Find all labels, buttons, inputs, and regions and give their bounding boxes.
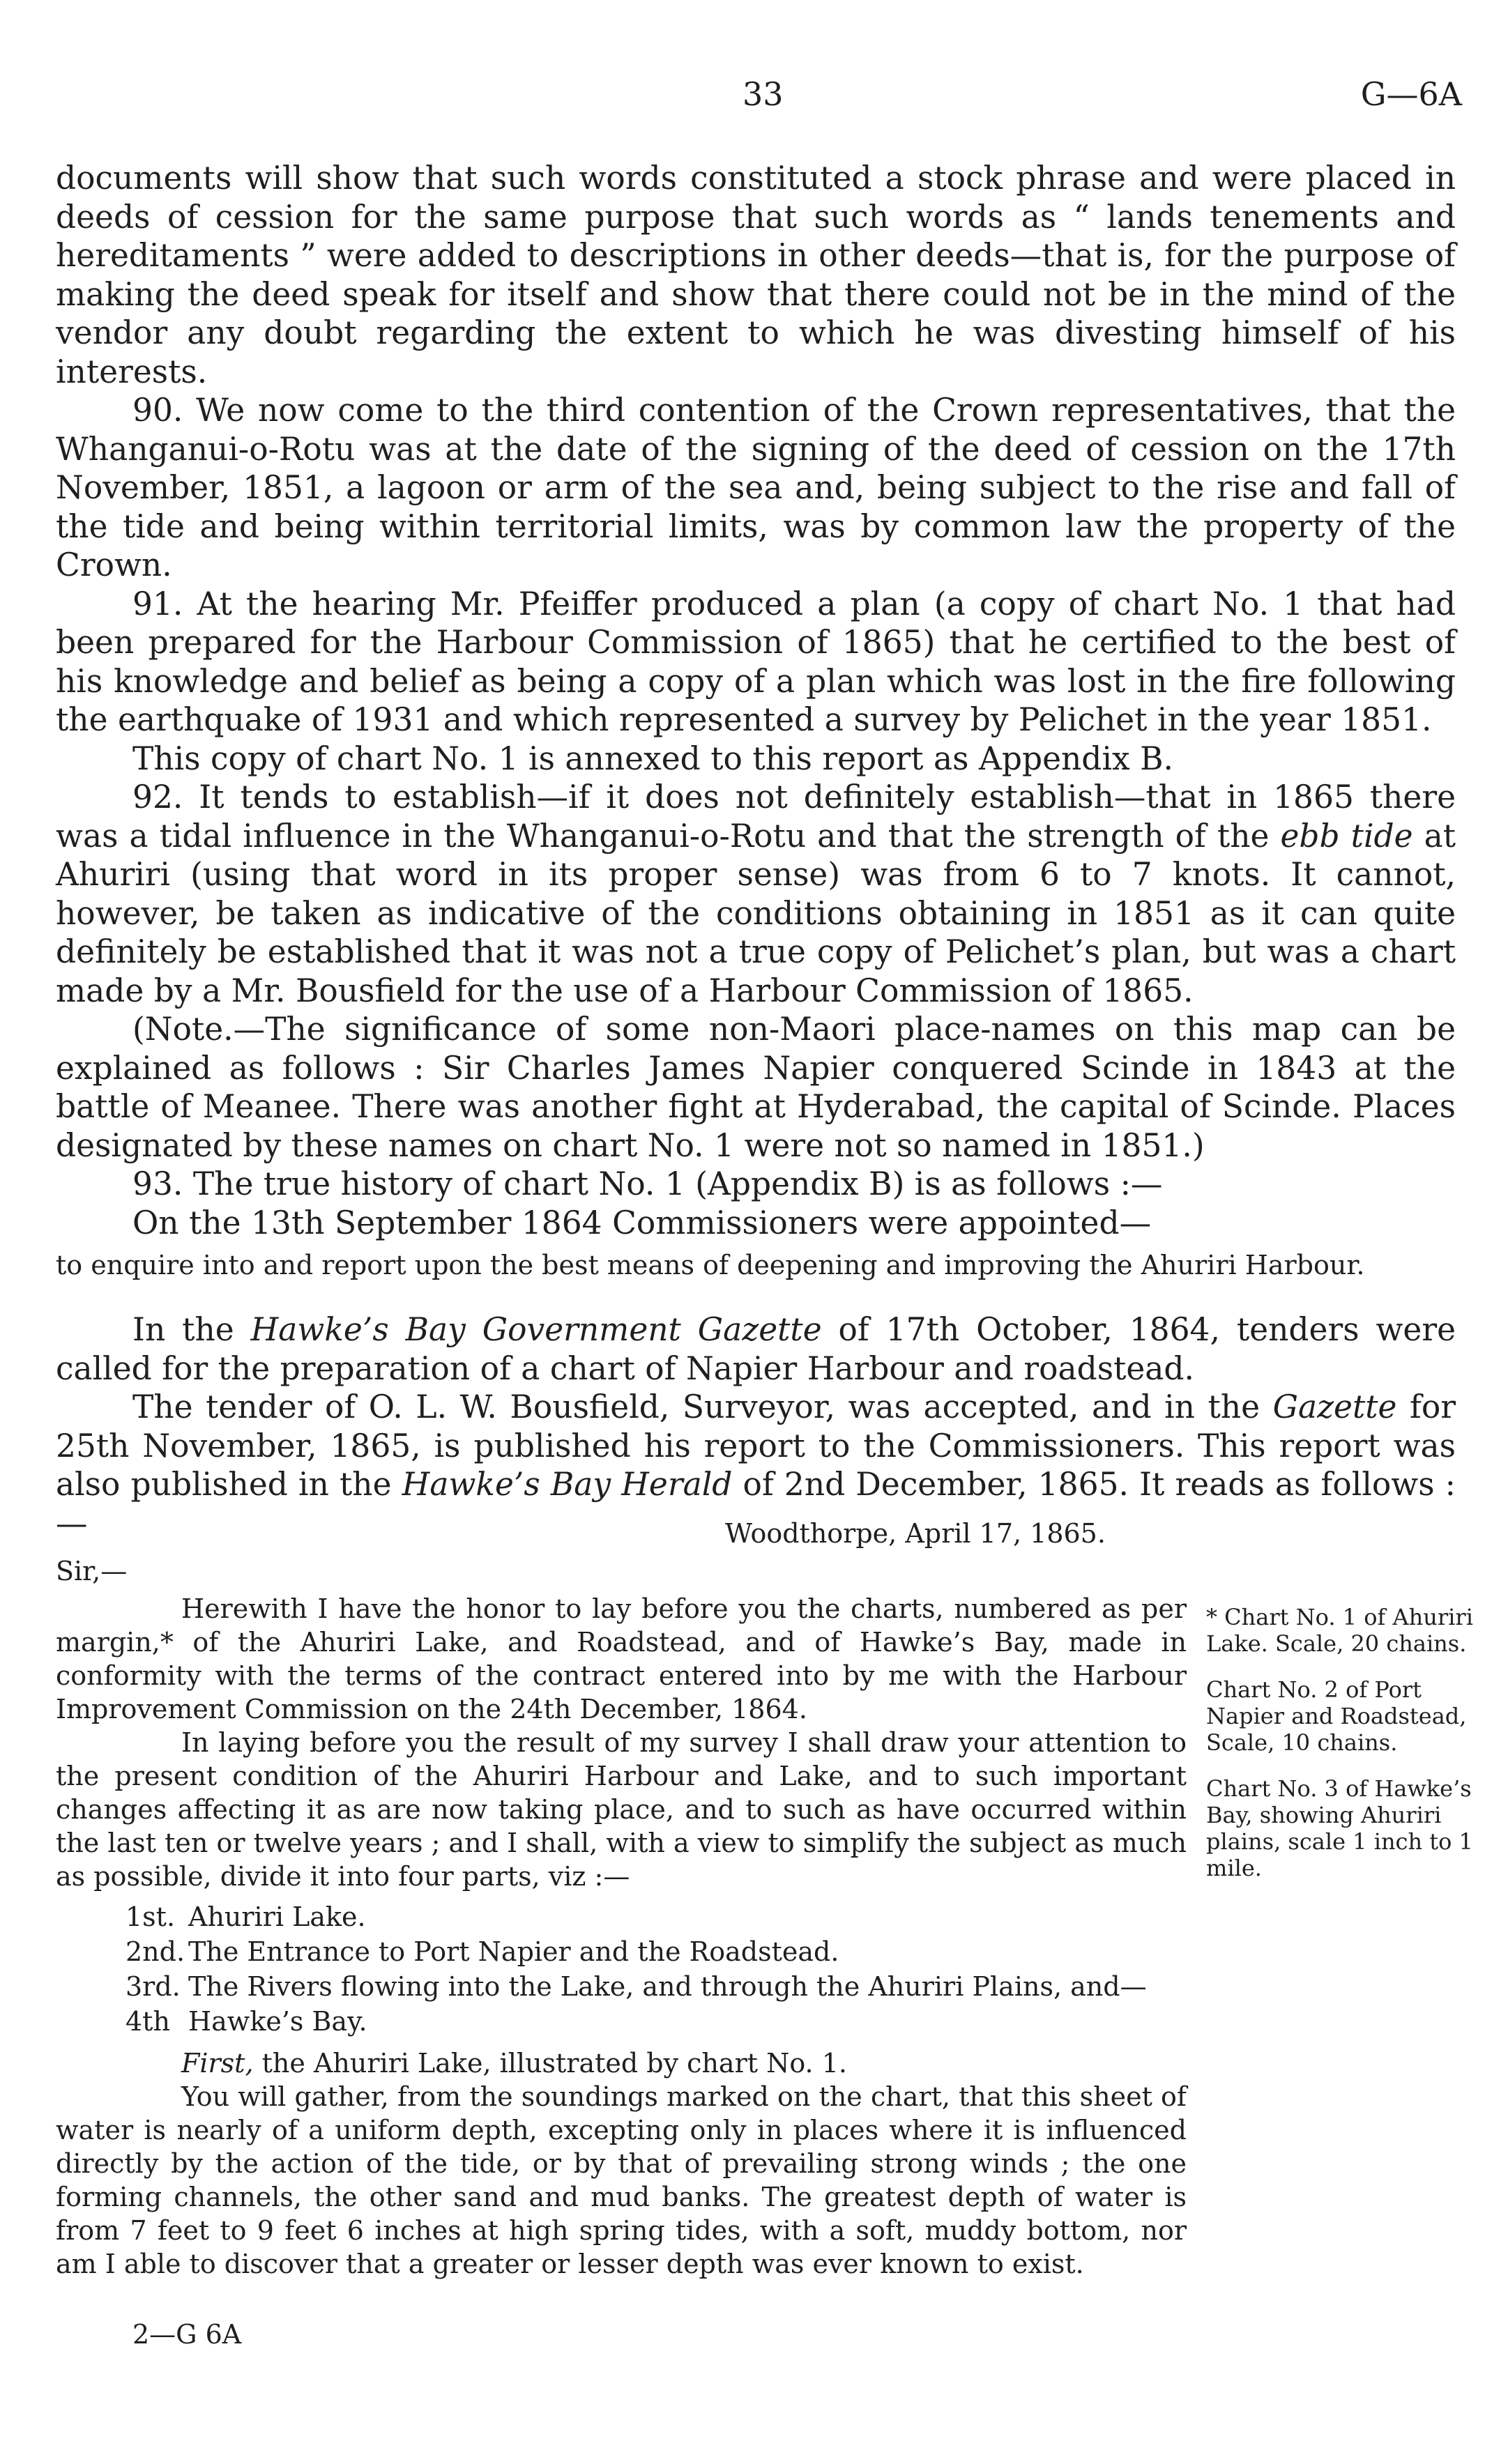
list-item-number: 3rd. — [125, 1971, 181, 2002]
list-item-number: 1st. — [125, 1901, 176, 1932]
gazette-part-a: In the — [132, 1311, 251, 1348]
letter-paragraph-2: In laying before you the result of my survey I shall draw your attention to the present condition of the Ahuriri Harbour and Lake, and to such important changes affecting it as are now taking place, and to such as have occurred within the last ten or twelve years ; and I shall, with a view to simplify the subject as much as possible, divide it into four parts, viz :— — [56, 1727, 1187, 1892]
list-item — [125, 1970, 1187, 2005]
margin-notes — [1206, 1604, 1485, 1901]
paragraph-93: 93. The true history of chart No. 1 (Appendix B) is as follows :— — [132, 1165, 1163, 1202]
list-item — [125, 2005, 1187, 2040]
list-item-text: Hawke’s Bay. — [188, 2006, 367, 2037]
gazette-italic: Gazette — [1272, 1388, 1397, 1425]
paragraph-92 — [56, 778, 1456, 1010]
list-item-text: Ahuriri Lake. — [188, 1901, 366, 1932]
place-names-note: (Note.—The significance of some non-Maori place-names on this map can be explained as follows : Sir Charles James Napier conquered Scinde in 1843 at the battle of Meanee. There was another fight at Hyderabad, the capital of Scinde. Places designated by these names on chart No. 1 were not so named in 1851.) — [56, 1011, 1456, 1164]
margin-note-chart-1: * Chart No. 1 of Ahuriri Lake. Scale, 20 chains. — [1206, 1604, 1473, 1657]
paragraph-gazette — [56, 1310, 1456, 1388]
first-rest: the Ahuriri Lake, illustrated by chart No. 1. — [253, 2048, 847, 2079]
letter-date: Woodthorpe, April 17, 1865. — [725, 1518, 1106, 1549]
margin-note-chart-2: Chart No. 2 of Port Napier and Roadstead, Scale, 10 chains. — [1206, 1676, 1467, 1756]
list-item-number: 2nd. — [125, 1936, 185, 1967]
list-item — [125, 1900, 1187, 1935]
letter-paragraph-3: You will gather, from the soundings marked on the chart, that this sheet of water is nearly of a uniform depth, excepting only in places where it is influenced directly by the action of the tide, or by that of prevailing strong winds ; the one forming channels, the other sand and mud banks. The greatest depth of water is from 7 feet to 9 feet 6 inches at high spring tides, with a soft, muddy bottom, nor am I able to discover that a greater or lesser depth was ever known to exist. — [56, 2081, 1187, 2279]
parts-list — [125, 1900, 1187, 2040]
main-text — [56, 159, 1456, 1543]
commission-quote: to enquire into and report upon the best means of deepening and improving the Ahuriri Harbour. — [56, 1250, 1365, 1280]
tender-part-c: of 2nd December, 1865. It reads as follows :— — [56, 1466, 1456, 1542]
page-number: 33 — [742, 75, 784, 113]
page-header — [0, 75, 1508, 117]
letter-first-heading — [56, 2046, 1187, 2080]
herald-title: Hawke’s Bay Herald — [402, 1466, 733, 1503]
margin-note-chart-3: Chart No. 3 of Hawke’s Bay, showing Ahuriri plains, scale 1 inch to 1 mile. — [1206, 1775, 1473, 1881]
ebb-tide-italic: ebb tide — [1280, 817, 1413, 855]
paragraph-92-part-b: at Ahuriri (using that word in its proper sense) was from 6 to 7 knots. It cannot, however, be taken as indicative of the conditions obtaining in 1851 as it can quite definitely be established that it was not a true copy of Pelichet’s plan, but was a chart made by a Mr. Bousfield for the use of a Harbour Commission of 1865. — [56, 817, 1456, 1009]
paragraph-93-commissioners: On the 13th September 1864 Commissioners were appointed— — [132, 1204, 1152, 1241]
letter-salutation: Sir,— — [56, 1556, 128, 1586]
document-code: G—6A — [1360, 75, 1462, 113]
gazette-title: Hawke’s Bay Government Gazette — [250, 1311, 822, 1348]
first-italic: First, — [181, 2048, 254, 2079]
list-item-text: The Rivers flowing into the Lake, and through the Ahuriri Plains, and— — [188, 1971, 1147, 2002]
letter-body — [56, 1592, 1187, 2281]
paragraph-91: 91. At the hearing Mr. Pfeiffer produced a plan (a copy of chart No. 1 that had been prepared for the Harbour Commission of 1865) that he certified to the best of his knowledge and belief as being a copy of a plan which was lost in the fire following the earthquake of 1931 and which represented a survey by Pelichet in the year 1851. — [56, 585, 1456, 738]
gazette-part-b: of 17th October, 1864, tenders were called for the preparation of a chart of Napier Harbour and roadstead. — [56, 1311, 1456, 1387]
paragraph-90: 90. We now come to the third contention of the Crown representatives, that the Whanganui-o-Rotu was at the date of the signing of the deed of cession on the 17th November, 1851, a lagoon or arm of the sea and, being subject to the rise and fall of the tide and being within territorial limits, was by common law the property of the Crown. — [56, 392, 1456, 583]
list-item-number: 4th — [125, 2006, 170, 2037]
paragraph-92-part-a: 92. It tends to establish—if it does not definitely establish—that in 1865 there was a tidal influence in the Whanganui-o-Rotu and that the strength of the — [56, 779, 1456, 855]
tender-part-a: The tender of O. L. W. Bousfield, Surveyor, was accepted, and in the — [132, 1388, 1273, 1425]
list-item — [125, 1935, 1187, 1970]
tender-part-b: for 25th November, 1865, is published his report to the Commissioners. This report was also published in the — [56, 1388, 1456, 1503]
list-item-text: The Entrance to Port Napier and the Roadstead. — [188, 1936, 839, 1967]
letter-paragraph-1: Herewith I have the honor to lay before you the charts, numbered as per margin,* of the Ahuriri Lake, and Roadstead, and of Hawke’s Bay, made in conformity with the terms of the contract entered into by me with the Harbour Improvement Commission on the 24th December, 1864. — [56, 1593, 1187, 1724]
signature-mark: 2—G 6A — [132, 2319, 242, 2350]
paragraph-continued: documents will show that such words constituted a stock phrase and were placed in deeds of cession for the same purpose that such words as “ lands tenements and hereditaments ” were added to descriptions in other deeds—that is, for the purpose of making the deed speak for itself and show that there could not be in the mind of the vendor any doubt regarding the extent to which he was divesting himself of his interests. — [56, 160, 1456, 390]
paragraph-91-appendix: This copy of chart No. 1 is annexed to this report as Appendix B. — [132, 740, 1174, 777]
